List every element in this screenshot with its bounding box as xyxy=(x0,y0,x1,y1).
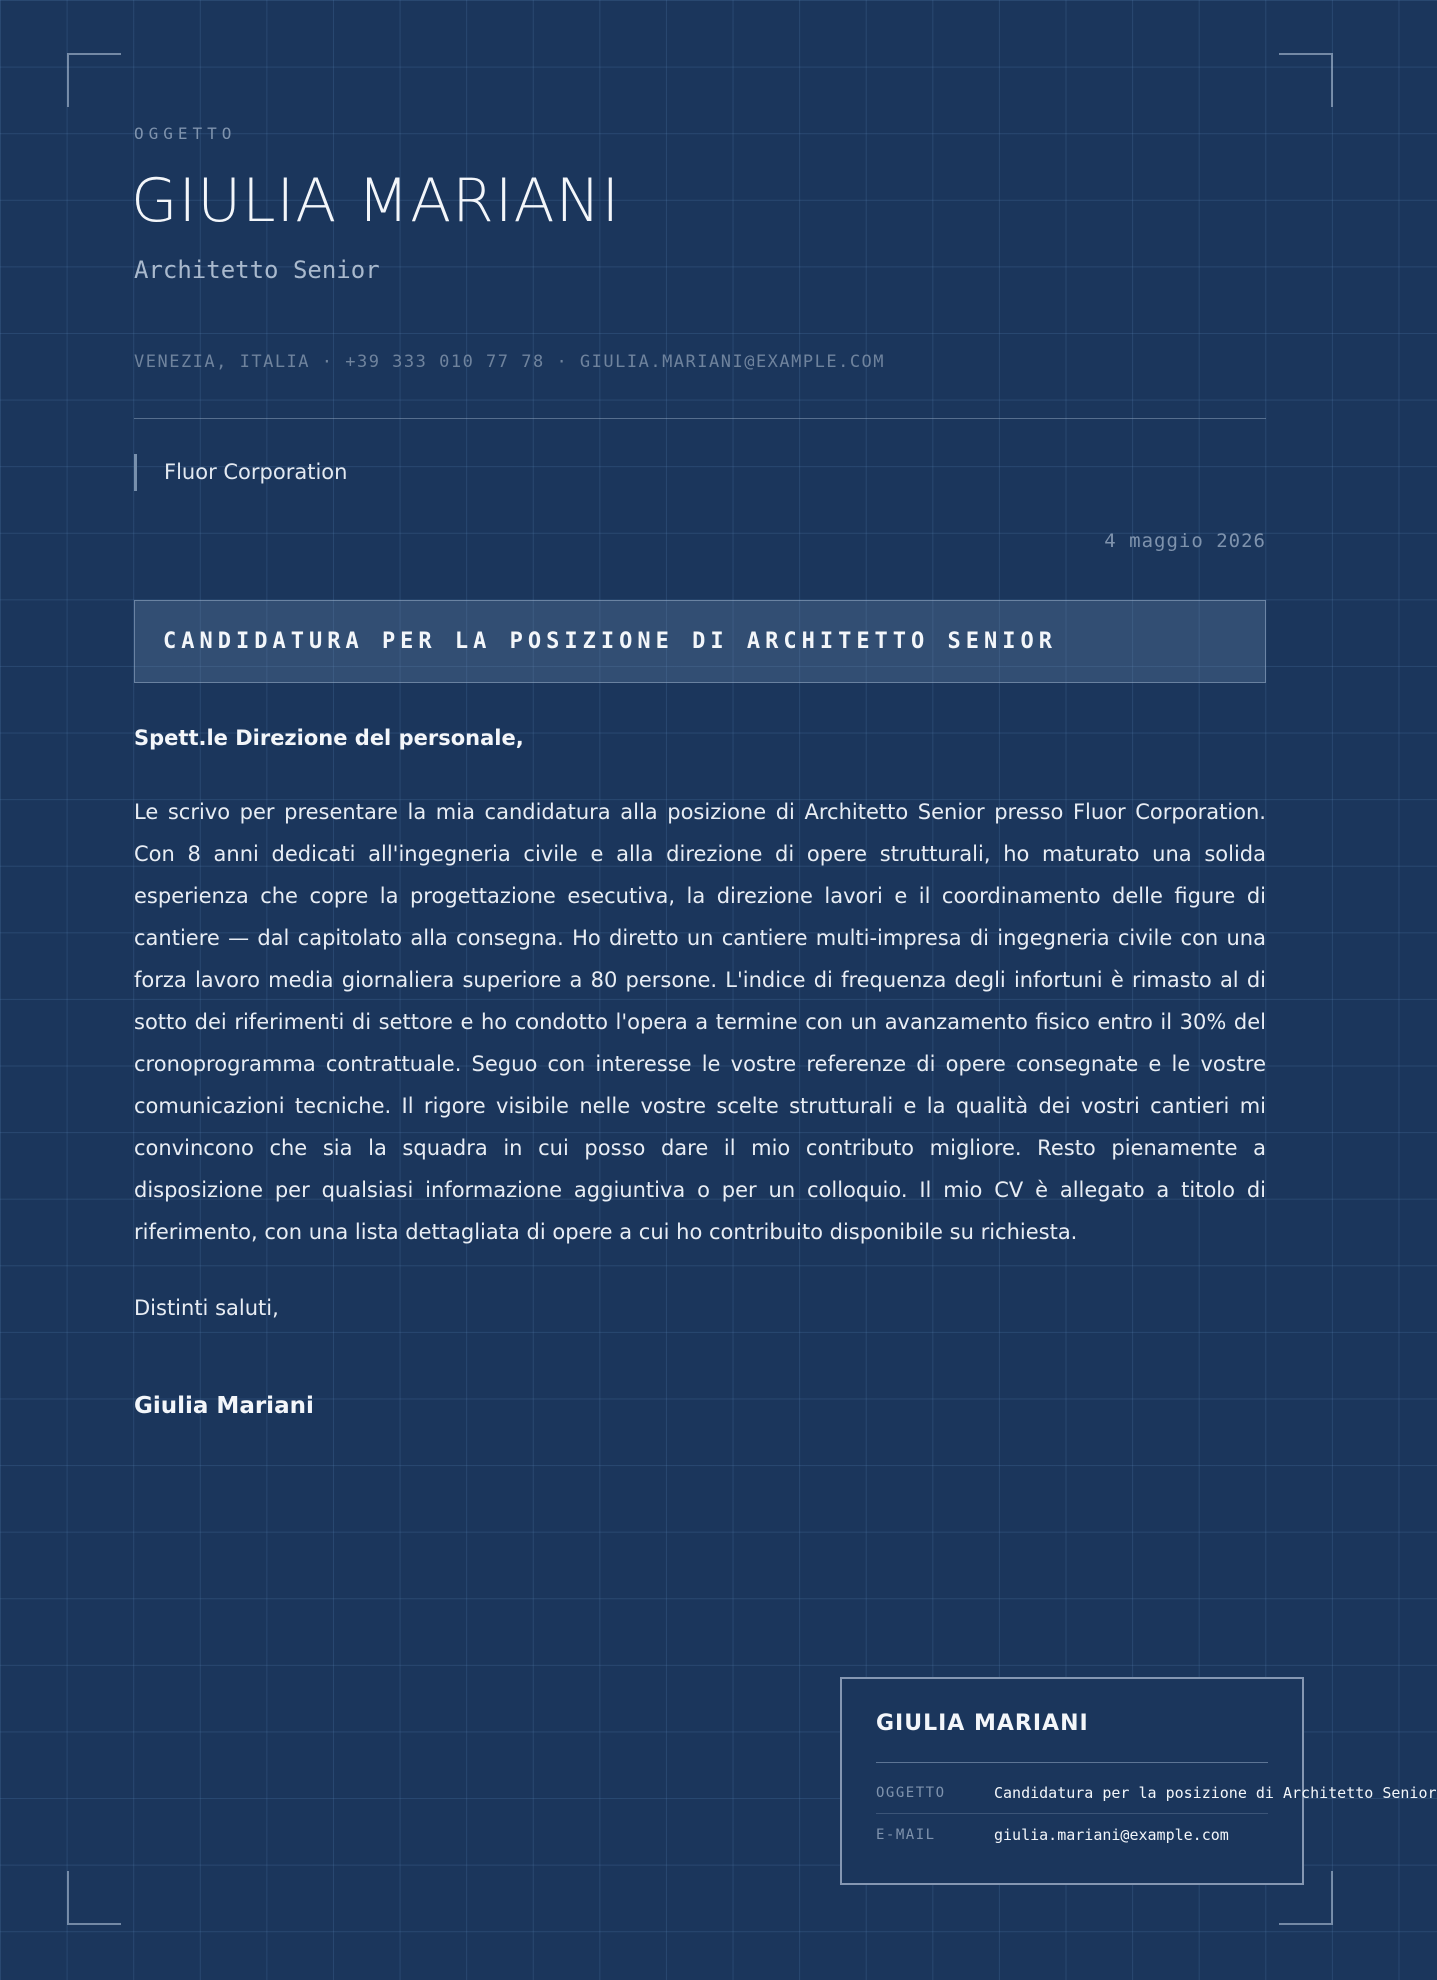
signature: Giulia Mariani xyxy=(134,1393,314,1419)
sender-name: GIULIA MARIANI xyxy=(131,166,621,236)
closing: Distinti saluti, xyxy=(134,1296,279,1320)
recipient-company: Fluor Corporation xyxy=(134,454,347,491)
corner-mark-top-right xyxy=(1279,53,1333,107)
title-block-row-subject xyxy=(876,1773,1437,1814)
header-eyebrow: OGGETTO xyxy=(134,124,237,143)
header-divider xyxy=(134,418,1266,419)
title-block-label: E-MAIL xyxy=(876,1827,936,1843)
title-block-label: OGGETTO xyxy=(876,1785,946,1801)
contact-line: VENEZIA, ITALIA · +39 333 010 77 78 · GIULIA.MARIANI@EXAMPLE.COM xyxy=(134,352,886,372)
title-block-divider xyxy=(876,1762,1268,1763)
title-block-row-email xyxy=(876,1815,1268,1855)
subject-box xyxy=(134,600,1266,683)
title-block-value: giulia.mariani@example.com xyxy=(994,1826,1229,1844)
letter-date: 4 maggio 2026 xyxy=(1104,530,1266,552)
corner-mark-top-left xyxy=(67,53,121,107)
title-block-name: GIULIA MARIANI xyxy=(876,1711,1089,1736)
title-block-value: Candidatura per la posizione di Architetto Senior xyxy=(994,1784,1437,1802)
salutation: Spett.le Direzione del personale, xyxy=(134,726,524,750)
subject-text: CANDIDATURA PER LA POSIZIONE DI ARCHITETTO SENIOR xyxy=(163,629,1058,654)
corner-mark-bottom-left xyxy=(67,1871,121,1925)
letter-body: Le scrivo per presentare la mia candidatura alla posizione di Architetto Senior presso Fluor Corporation. Con 8 anni dedicati all'ingegneria civile e alla direzione di opere strutturali, ho maturato una solida esperienza che copre la progettazione esecutiva, la direzione lavori e il coordinamento delle figure di cantiere — dal capitolato alla consegna. Ho diretto un cantiere multi-impresa di ingegneria civile con una forza lavoro media giornaliera superiore a 80 persone. L'indice di frequenza degli infortuni è rimasto al di sotto dei riferimenti di settore e ho condotto l'opera a termine con un avanzamento fisico entro il 30% del cronoprogramma contrattuale. Seguo con interesse le vostre referenze di opere consegnate e le vostre comunicazioni tecniche. Il rigore visibile nelle vostre scelte strutturali e la qualità dei vostri cantieri mi convincono che sia la squadra in cui posso dare il mio contributo migliore. Resto pienamente a disposizione per qualsiasi informazione aggiuntiva o per un colloquio. Il mio CV è allegato a titolo di riferimento, con una lista dettagliata di opere a cui ho contribuito disponibile su richiesta. xyxy=(134,800,1266,1244)
sender-role: Architetto Senior xyxy=(134,256,380,284)
title-block-card xyxy=(840,1677,1437,1885)
